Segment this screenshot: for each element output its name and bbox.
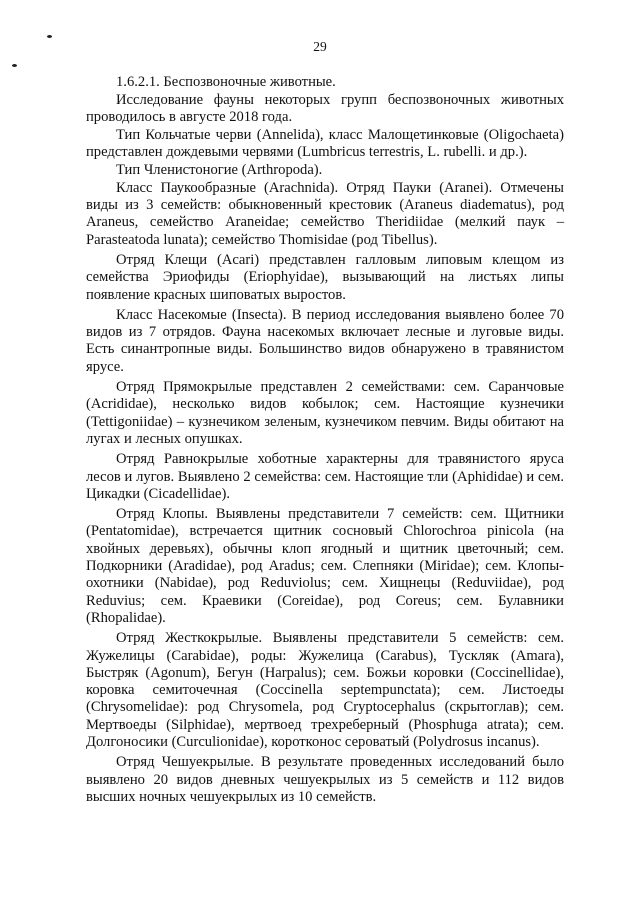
paragraph: Класс Паукообразные (Arachnida). Отряд Пауки (Aranei). Отмечены виды из 3 семейств: обыкновенный крестовик (Araneus diadematus), род Araneus, семейство Araneidae; семейство Theridiidae (мелкий паук – Parasteatoda lunata); семейство Thomisidae (род Tibellus). xyxy=(86,179,564,248)
section-heading: 1.6.2.1. Беспозвоночные животные. xyxy=(116,74,336,90)
paragraph: Исследование фауны некоторых групп беспозвоночных животных проводилось в августе 2018 года. xyxy=(86,91,564,126)
paragraph: Отряд Чешуекрылые. В результате проведенных исследований было выявлено 20 видов дневных чешуекрылых из 5 семейств и 112 видов высших ночных чешуекрылых из 10 семейств. xyxy=(86,754,564,805)
paragraph: Класс Насекомые (Insecta). В период исследования выявлено более 70 видов из 7 отрядов. Фауна насекомых включает лесные и луговые виды. Есть синантропные виды. Большинство видов обнаружено в травянистом ярусе. xyxy=(86,306,564,375)
paragraph: Отряд Жесткокрылые. Выявлены представители 5 семейств: сем. Жужелицы (Carabidae), роды: Жужелица (Carabus), Тускляк (Amara), Быстряк (Agonum), Бегун (Harpalus); сем. Божьи коровки (Coccinellidae), коровка семиточечная (Coccinella septempunctata); сем. Листоеды (Chrysomelidae): род Chrysomela, род Cryptocephalus (скрытоглав); сем. Мертвоеды (Silphidae), мертвоед трехреберный (Phosphuga atrata); сем. Долгоносики (Curculionidae), коротконос сероватый (Polydrosus incanus). xyxy=(86,630,564,750)
page-number: 29 xyxy=(313,39,327,54)
body-text xyxy=(86,74,564,807)
paragraph: Отряд Клещи (Acari) представлен галловым липовым клещом из семейства Эриофиды (Eriophyidae), вызывающий на листьях липы появление красных шиповатых выростов. xyxy=(86,251,564,303)
paragraph: Отряд Клопы. Выявлены представители 7 семейств: сем. Щитники (Pentatomidae), встречается щитник сосновый Chlorochroa pinicola (на хвойных деревьях), обычны клоп ягодный и щитник цветочный; сем. Подкорники (Aradidae), род Aradus; сем. Слепняки (Miridae); сем. Клопы-охотники (Nabidae), род Reduviolus; сем. Хищнецы (Reduviidae), род Reduvius; сем. Краевики (Coreidae), род Coreus; сем. Булавники (Rhopalidae). xyxy=(86,506,564,626)
paragraph: Отряд Равнокрылые хоботные характерны для травянистого яруса лесов и лугов. Выявлено 2 семейства: сем. Настоящие тли (Aphididae) и сем. Цикадки (Cicadellidae). xyxy=(86,451,564,502)
paragraph: Тип Кольчатые черви (Annelida), класс Малощетинковые (Oligochaeta) представлен дождевыми червями (Lumbricus terrestris, L. rubelli. и др.). xyxy=(86,126,564,161)
scan-speck xyxy=(12,64,17,67)
paragraph: Отряд Прямокрылые представлен 2 семействами: сем. Саранчовые (Acrididae), несколько видов кобылок; сем. Настоящие кузнечики (Tettigoniidae) – кузнечиком зеленым, кузнечиком певчим. Виды обитают на лугах и лесных опушках. xyxy=(86,379,564,447)
paragraph: Тип Членистоногие (Arthropoda). xyxy=(116,161,323,178)
scan-speck xyxy=(47,35,52,38)
